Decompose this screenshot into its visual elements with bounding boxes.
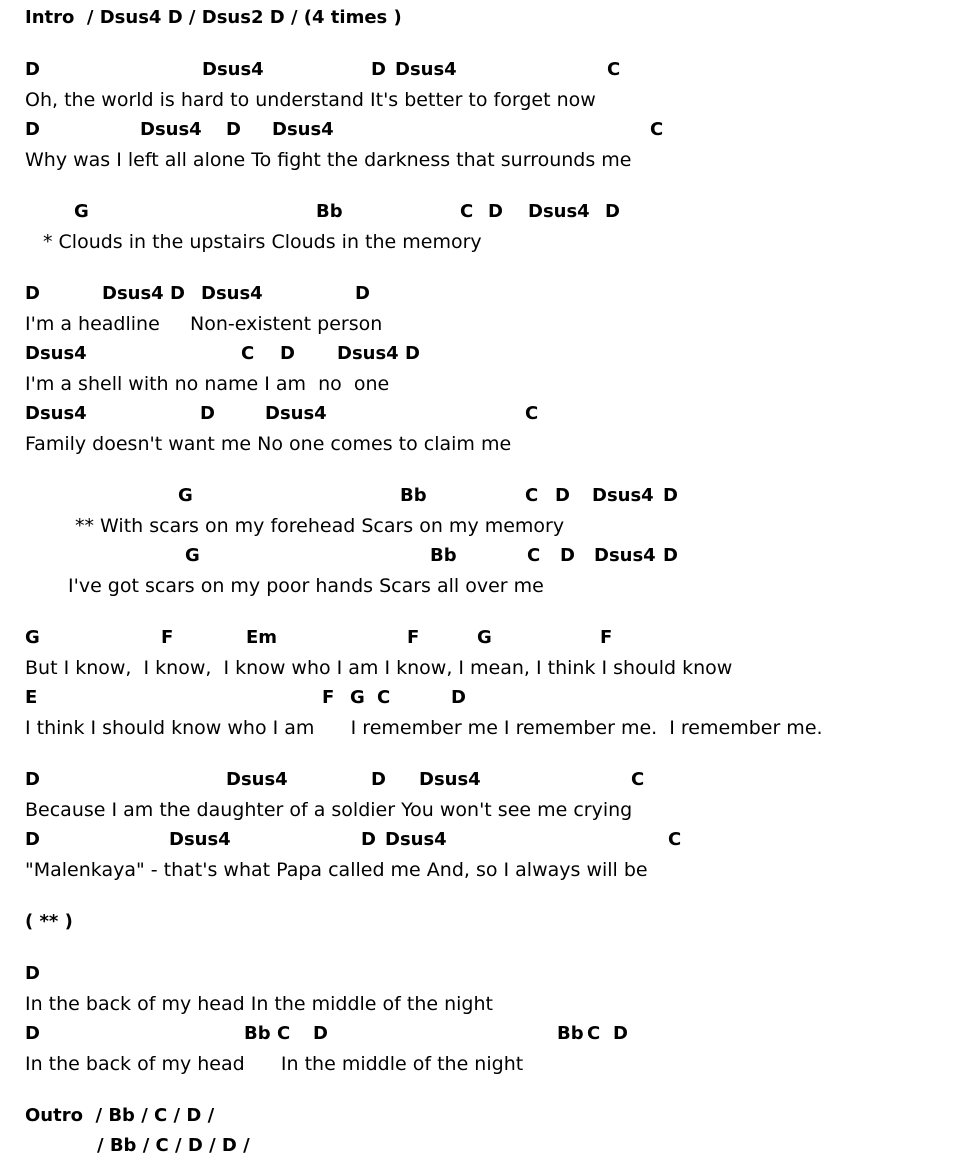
chord-label: Dsus4	[272, 119, 334, 140]
lyric-line: Because I am the daughter of a soldier You won't see me crying	[25, 799, 633, 821]
chord-line	[25, 115, 963, 145]
chord-label: D	[25, 119, 40, 140]
chord-label: D	[451, 687, 466, 708]
stanza-gap	[25, 459, 963, 481]
chord-label: D	[170, 283, 185, 304]
chord-label: G	[178, 485, 193, 506]
chord-label: Bb	[430, 545, 457, 566]
chord-label: C	[668, 829, 682, 850]
chord-label: D	[405, 343, 420, 364]
chord-label: D	[25, 283, 40, 304]
chord-label: Dsus4	[102, 283, 164, 304]
chord-line	[25, 339, 963, 369]
lyric-line: I'm a shell with no name I am no one	[25, 373, 390, 395]
chord-label: Bb	[316, 201, 343, 222]
lyric-line: * Clouds in the upstairs Clouds in the memory	[43, 231, 482, 253]
chord-label: Dsus4	[226, 769, 288, 790]
lyric-line: Why was I left all alone To fight the darkness that surrounds me	[25, 149, 632, 171]
stanza-gap	[25, 601, 963, 623]
chord-label: D	[663, 545, 678, 566]
chord-label: F	[600, 627, 613, 648]
chord-label: Dsus4	[528, 201, 590, 222]
stanza-gap	[25, 175, 963, 197]
chord-line	[25, 279, 963, 309]
chord-label: D	[280, 343, 295, 364]
chord-label: G	[74, 201, 89, 222]
lyric-line: I've got scars on my poor hands Scars all over me	[68, 575, 544, 597]
chord-label: C	[587, 1023, 601, 1044]
chord-label: F	[407, 627, 420, 648]
chord-label: G	[25, 627, 40, 648]
chord-line	[25, 55, 963, 85]
lyric-line: I think I should know who I am I remember me I remember me. I remember me.	[25, 717, 823, 739]
chord-label: D	[313, 1023, 328, 1044]
chord-label: Bb	[244, 1023, 271, 1044]
chord-label: D	[226, 119, 241, 140]
stanza-gap	[25, 885, 963, 907]
chord-label: C	[241, 343, 255, 364]
chord-label: D	[355, 283, 370, 304]
section-label: Intro / Dsus4 D / Dsus2 D / (4 times )	[25, 7, 402, 28]
lyric-line: Oh, the world is hard to understand It's better to forget now	[25, 89, 596, 111]
chord-label: D	[560, 545, 575, 566]
chord-label: E	[25, 687, 38, 708]
lyric-line: "Malenkaya" - that's what Papa called me And, so I always will be	[25, 859, 648, 881]
chord-label: D	[25, 829, 40, 850]
chord-label: D	[555, 485, 570, 506]
chord-line	[25, 481, 963, 511]
stanza-gap	[25, 937, 963, 959]
chord-label: D	[605, 201, 620, 222]
chord-line	[25, 1019, 963, 1049]
chord-label: C	[377, 687, 391, 708]
chord-label: C	[525, 485, 539, 506]
chord-label: Dsus4	[265, 403, 327, 424]
lyric-line: ** With scars on my forehead Scars on my memory	[75, 515, 565, 537]
chord-label: D	[371, 59, 386, 80]
chord-label: D	[371, 769, 386, 790]
chord-line	[25, 683, 963, 713]
stanza-gap	[25, 257, 963, 279]
chord-line	[25, 959, 963, 989]
lyric-line: Family doesn't want me No one comes to claim me	[25, 433, 512, 455]
chord-label: D	[613, 1023, 628, 1044]
chord-label: C	[631, 769, 645, 790]
chord-label: Dsus4	[140, 119, 202, 140]
chord-label: Dsus4	[419, 769, 481, 790]
lyric-line: I'm a headline Non-existent person	[25, 313, 383, 335]
stanza-gap	[25, 33, 963, 55]
chord-line	[25, 197, 963, 227]
lyric-line: In the back of my head In the middle of the night	[25, 1053, 524, 1075]
lyric-line: In the back of my head In the middle of the night	[25, 993, 493, 1015]
chord-label: Dsus4	[592, 485, 654, 506]
chord-label: Dsus4	[385, 829, 447, 850]
chord-label: Dsus4	[202, 59, 264, 80]
chord-label: G	[350, 687, 365, 708]
chord-label: D	[663, 485, 678, 506]
chord-label: Dsus4	[337, 343, 399, 364]
chord-line	[25, 399, 963, 429]
section-label: Outro / Bb / C / D /	[25, 1105, 215, 1126]
chord-label: Dsus4	[25, 403, 87, 424]
chord-label: D	[25, 1023, 40, 1044]
chord-label: D	[200, 403, 215, 424]
chord-label: Em	[246, 627, 278, 648]
chord-label: C	[525, 403, 539, 424]
chord-line	[25, 541, 963, 571]
chord-label: Bb	[557, 1023, 584, 1044]
chord-label: Dsus4	[201, 283, 263, 304]
chord-label: D	[361, 829, 376, 850]
stanza-gap	[25, 743, 963, 765]
chord-label: C	[277, 1023, 291, 1044]
chord-label: C	[527, 545, 541, 566]
chord-label: Dsus4	[594, 545, 656, 566]
chord-label: C	[460, 201, 474, 222]
lyric-line: But I know, I know, I know who I am I know, I mean, I think I should know	[25, 657, 733, 679]
section-label: ( ** )	[25, 911, 73, 932]
chord-label: G	[477, 627, 492, 648]
chord-label: Bb	[400, 485, 427, 506]
chord-line	[25, 765, 963, 795]
chord-label: D	[25, 59, 40, 80]
chord-label: Dsus4	[395, 59, 457, 80]
chord-label: F	[161, 627, 174, 648]
stanza-gap	[25, 1079, 963, 1101]
chord-label: Dsus4	[169, 829, 231, 850]
section-label: / Bb / C / D / D /	[97, 1135, 250, 1156]
chord-label: D	[25, 963, 40, 984]
chord-label: D	[488, 201, 503, 222]
chord-label: D	[25, 769, 40, 790]
chord-line	[25, 623, 963, 653]
chord-label: C	[650, 119, 664, 140]
chord-label: G	[185, 545, 200, 566]
chord-line	[25, 825, 963, 855]
chord-label: F	[322, 687, 335, 708]
chord-label: Dsus4	[25, 343, 87, 364]
chord-label: C	[607, 59, 621, 80]
